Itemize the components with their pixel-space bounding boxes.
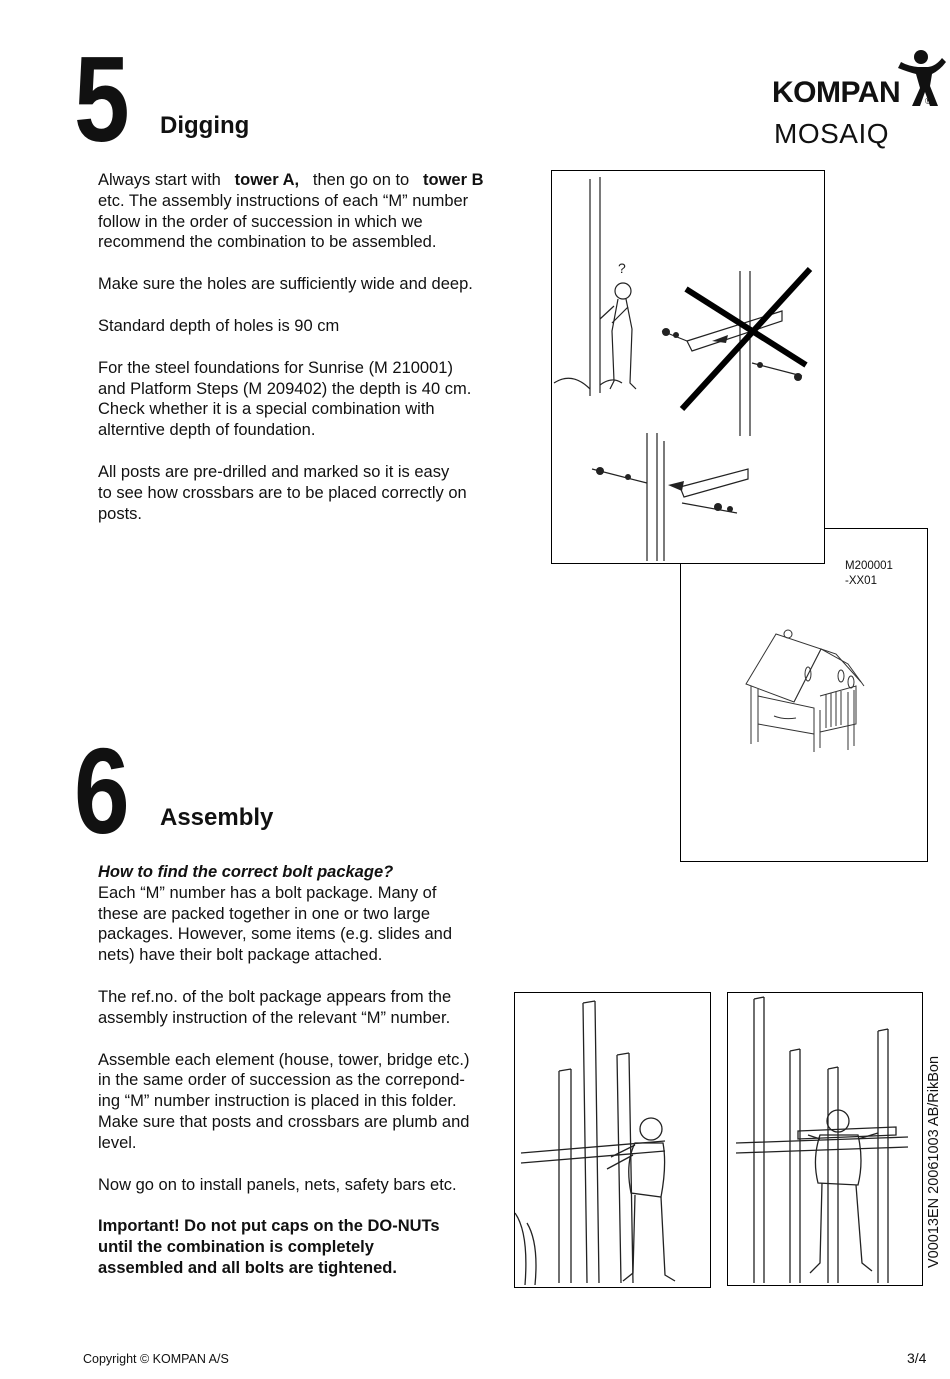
paragraph xyxy=(98,170,518,253)
text-line: level. xyxy=(98,1133,137,1152)
text-line: packages. However, some items (e.g. slides and xyxy=(98,925,453,944)
digging-illustration xyxy=(551,170,825,564)
text-line: posts. xyxy=(98,504,143,523)
logo-brand: KOMPAN xyxy=(772,76,901,109)
kompan-logo xyxy=(772,46,947,156)
text-line: and Platform Steps (M 209402) the depth is 40 cm. xyxy=(98,379,472,398)
page-number: 3/4 xyxy=(907,1350,927,1366)
text-line: until the combination is completely xyxy=(98,1238,374,1257)
cross-out-icon xyxy=(682,269,810,409)
instruction-card xyxy=(680,528,928,862)
text-line: For the steel foundations for Sunrise (M 210001) xyxy=(98,358,453,377)
arrow-icon xyxy=(712,335,728,343)
text-line: Assemble each element (house, tower, bridge etc.) xyxy=(98,1050,470,1069)
assembly-illustration-right xyxy=(727,992,923,1286)
paragraph xyxy=(98,1050,518,1154)
jumping-person-icon xyxy=(894,48,949,110)
text-line: follow in the order of succession in which we xyxy=(98,212,423,231)
text-line: The ref.no. of the bolt package appears from the xyxy=(98,987,452,1006)
important-note xyxy=(98,1216,518,1278)
document-code: V00013EN 20061003 AB/RikBon xyxy=(926,1055,942,1268)
text-line: Important! Do not put caps on the DO-NUTs xyxy=(98,1217,440,1236)
text-run: then go on to xyxy=(312,171,410,189)
section-6-title: Assembly xyxy=(160,804,274,831)
svg-text:?: ? xyxy=(618,260,626,276)
paragraph xyxy=(98,987,518,1029)
section-5-number: 5 xyxy=(74,31,127,167)
assembly-illustration-left xyxy=(514,992,711,1288)
card-code-line: -XX01 xyxy=(845,575,877,587)
section-5-body xyxy=(98,170,518,524)
text-line: alterntive depth of foundation. xyxy=(98,421,316,440)
text-line: Check whether it is a special combination with xyxy=(98,400,435,419)
post-and-crossbar-drawing xyxy=(552,171,824,563)
text-line: All posts are pre-drilled and marked so it is easy xyxy=(98,462,450,481)
text-line: recommend the combination to be assembled. xyxy=(98,233,437,252)
text-line: assembled and all bolts are tightened. xyxy=(98,1258,397,1277)
text-line: to see how crossbars are to be placed correctly on xyxy=(98,483,467,502)
posts-with-level-drawing xyxy=(728,993,922,1285)
text-line: in the same order of succession as the correpond- xyxy=(98,1071,465,1090)
paragraph: Make sure the holes are sufficiently wide and deep. xyxy=(98,275,473,294)
arrow-icon xyxy=(668,481,684,491)
copyright: Copyright © KOMPAN A/S xyxy=(83,1352,229,1366)
paragraph: Now go on to install panels, nets, safety bars etc. xyxy=(98,1175,457,1194)
section-6-number: 6 xyxy=(74,723,127,859)
playhouse-illustration xyxy=(736,624,876,754)
text-line: ing “M” number instruction is placed in this folder. xyxy=(98,1092,457,1111)
section-6-body xyxy=(98,862,518,1279)
card-code xyxy=(845,559,893,589)
text-line: Make sure that posts and crossbars are plumb and xyxy=(98,1112,470,1131)
card-code-line: M200001 xyxy=(845,560,893,572)
paragraph: Standard depth of holes is 90 cm xyxy=(98,316,340,335)
logo-product: MOSAIQ xyxy=(774,118,890,149)
posts-with-person-drawing xyxy=(515,993,710,1287)
text-line: assembly instruction of the relevant “M” number. xyxy=(98,1008,451,1027)
bolt-package-question: How to find the correct bolt package? xyxy=(98,863,394,881)
text-line: these are packed together in one or two large xyxy=(98,904,431,923)
section-5-title: Digging xyxy=(160,112,250,139)
paragraph xyxy=(98,358,518,441)
paragraph xyxy=(98,462,518,524)
text-line: etc. The assembly instructions of each “M” number xyxy=(98,191,469,210)
text-line: nets) have their bolt package attached. xyxy=(98,946,383,965)
emphasis-tower-b: tower B xyxy=(423,171,484,189)
emphasis-tower-a: tower A, xyxy=(234,171,300,189)
registered-mark: ® xyxy=(925,96,932,106)
paragraph xyxy=(98,862,518,966)
text-line: Each “M” number has a bolt package. Many of xyxy=(98,883,437,902)
text-run: Always start with xyxy=(98,171,221,189)
